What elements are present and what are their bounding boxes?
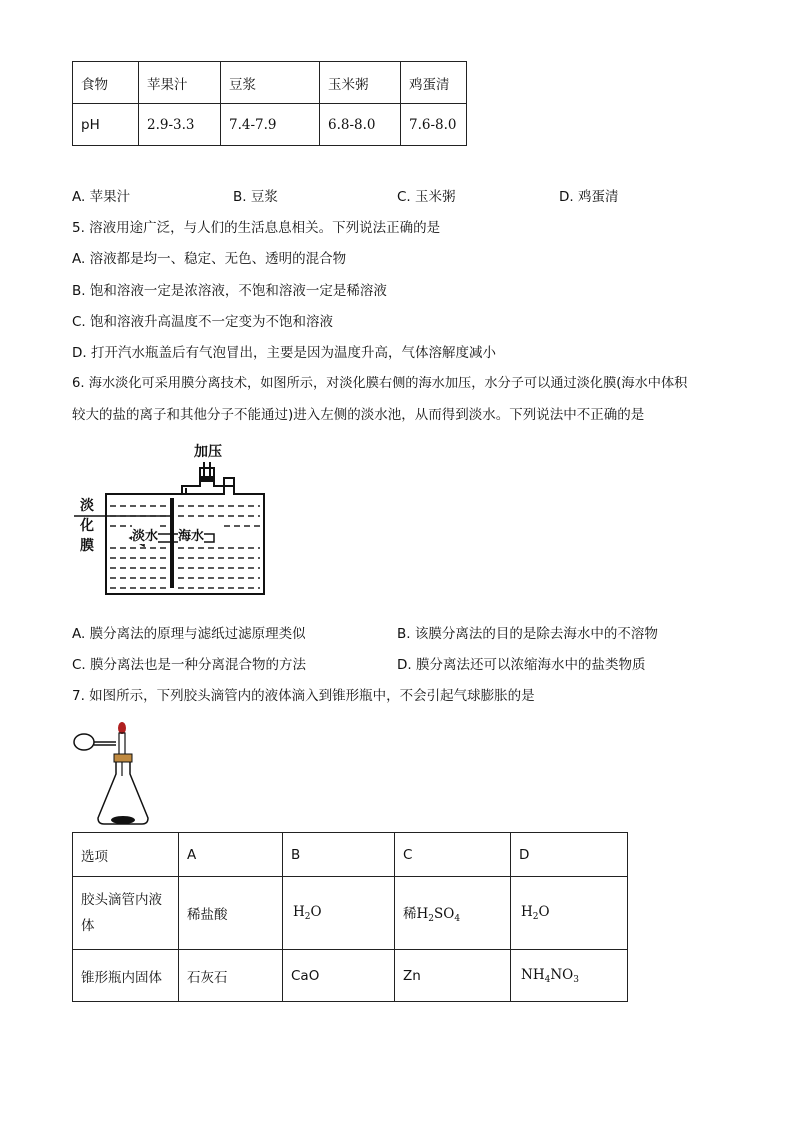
q6-stem-line2: 较大的盐的离子和其他分子不能通过)进入左侧的淡水池，从而得到淡水。下列说法中不正确的是: [72, 407, 645, 423]
q6-option-c: C. 膜分离法也是一种分离混合物的方法: [72, 657, 307, 673]
sea-water-label: 海水: [178, 525, 204, 544]
table-cell: 7.6-8.0: [401, 104, 467, 146]
q4-option-d: D. 鸡蛋清: [559, 189, 619, 205]
q7-stem: 7. 如图所示，下列胶头滴管内的液体滴入到锥形瓶中，不会引起气球膨胀的是: [72, 688, 535, 704]
formula-part: NO: [550, 966, 574, 983]
q5-stem: 5. 溶液用途广泛，与人们的生活息息相关。下列说法正确的是: [72, 220, 441, 236]
q5-option-d: D. 打开汽水瓶盖后有气泡冒出，主要是因为温度升高，气体溶解度减小: [72, 345, 496, 361]
membrane-figure: [74, 438, 274, 608]
fresh-water-label: 淡水: [132, 525, 158, 544]
table-cell: 6.8-8.0: [320, 104, 401, 146]
table-cell: 选项: [73, 833, 179, 877]
membrane-label-1: 淡: [80, 498, 94, 514]
formula-part: O: [310, 904, 322, 920]
formula-sub: 2: [304, 912, 311, 922]
table-cell: 鸡蛋清: [401, 62, 467, 104]
formula-sub: 4: [544, 974, 551, 985]
q4-option-c: C. 玉米粥: [397, 189, 456, 205]
formula-part: H: [293, 904, 305, 920]
table-cell: pH: [73, 104, 139, 146]
table-cell: D: [511, 833, 628, 877]
formula-sub: 2: [532, 912, 539, 922]
table-cell: [73, 877, 179, 950]
table-cell: A: [179, 833, 283, 877]
membrane-label-3: 膜: [80, 538, 94, 554]
table-cell: 食物: [73, 62, 139, 104]
q6-stem-line1: 6. 海水淡化可采用膜分离技术，如图所示，对淡化膜右侧的海水加压，水分子可以通过淡化膜(海水中体积: [72, 376, 688, 391]
membrane-diagram: [74, 438, 274, 608]
formula-part: H: [521, 904, 533, 920]
table-cell: [395, 877, 511, 950]
row-label-liquid-cont: 体: [81, 918, 95, 934]
table-cell: [511, 877, 628, 950]
table-cell: CaO: [283, 950, 395, 1002]
table-cell: 锥形瓶内固体: [73, 950, 179, 1002]
table-cell: 7.4-7.9: [221, 104, 320, 146]
q6-option-d: D. 膜分离法还可以浓缩海水中的盐类物质: [397, 657, 646, 673]
table-cell: 2.9-3.3: [139, 104, 221, 146]
table-cell: 石灰石: [179, 950, 283, 1002]
table-cell: Zn: [395, 950, 511, 1002]
q6-option-b: B. 该膜分离法的目的是除去海水中的不溶物: [397, 626, 658, 642]
table-cell: 玉米粥: [320, 62, 401, 104]
pressure-label: 加压: [194, 444, 222, 460]
q4-option-a: A. 苹果汁: [72, 189, 131, 205]
formula-part: O: [538, 904, 550, 920]
formula-part: 稀H: [403, 906, 429, 922]
ph-table: [72, 61, 467, 146]
q7-table: [72, 832, 628, 1002]
table-cell: B: [283, 833, 395, 877]
flask-diagram: [70, 720, 170, 828]
q4-option-b: B. 豆浆: [233, 189, 278, 205]
table-cell: C: [395, 833, 511, 877]
table-cell: [283, 877, 395, 950]
table-cell: 稀盐酸: [179, 877, 283, 950]
row-label-liquid: 胶头滴管内液: [81, 892, 162, 908]
formula-sub: 2: [428, 914, 435, 924]
flask-figure: [70, 720, 170, 828]
table-cell: [511, 950, 628, 1002]
q5-option-a: A. 溶液都是均一、稳定、无色、透明的混合物: [72, 251, 347, 267]
formula-sub: 4: [454, 914, 461, 924]
q5-option-c: C. 饱和溶液升高温度不一定变为不饱和溶液: [72, 314, 334, 330]
formula-sub: 3: [573, 974, 579, 985]
q6-option-a: A. 膜分离法的原理与滤纸过滤原理类似: [72, 626, 306, 642]
formula-part: NH: [521, 966, 545, 983]
q5-option-b: B. 饱和溶液一定是浓溶液，不饱和溶液一定是稀溶液: [72, 283, 387, 299]
formula-part: SO: [434, 906, 455, 922]
table-cell: 豆浆: [221, 62, 320, 104]
membrane-label-2: 化: [80, 518, 94, 534]
table-cell: 苹果汁: [139, 62, 221, 104]
